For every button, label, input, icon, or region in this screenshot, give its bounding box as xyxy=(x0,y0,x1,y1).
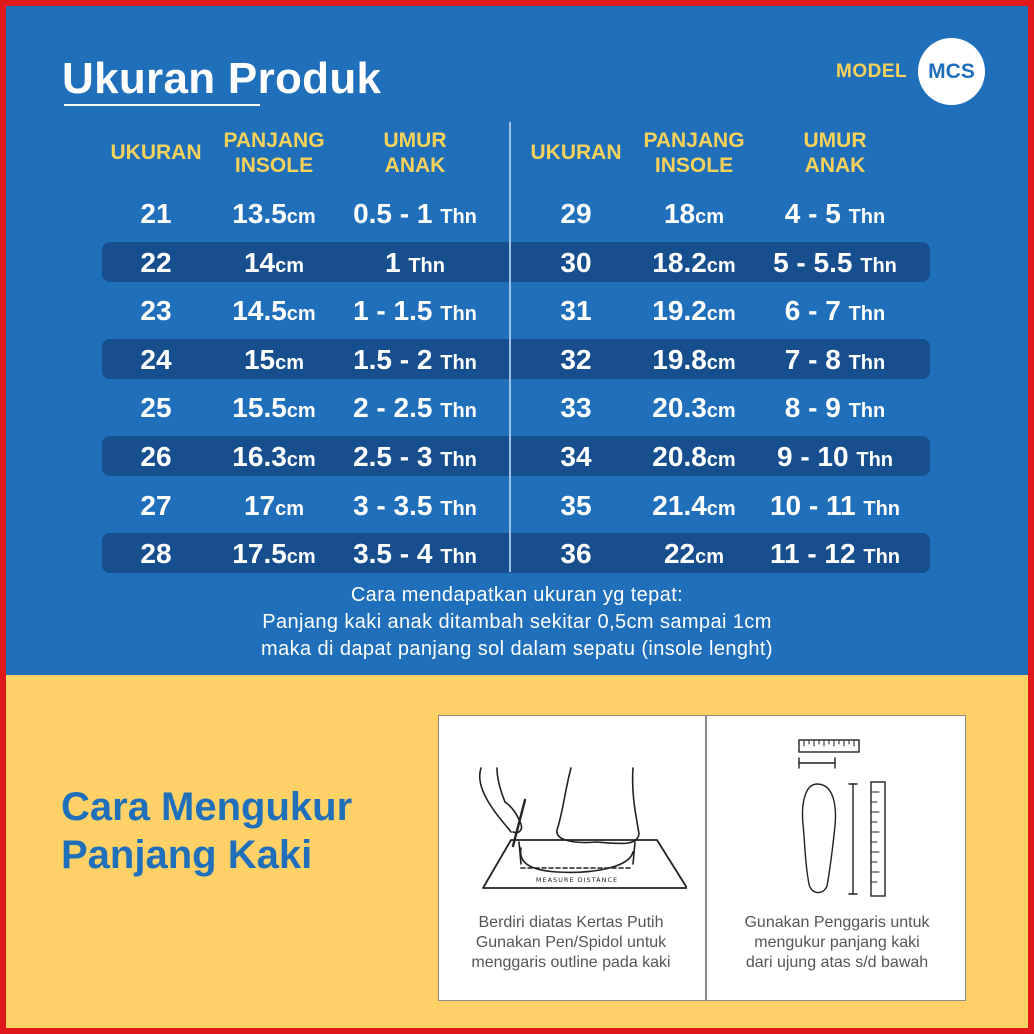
how-to-title-line1: Cara Mengukur xyxy=(61,785,353,829)
child-age-value: 11 - 12 xyxy=(769,538,856,570)
child-age-cell xyxy=(750,486,920,529)
child-age-cell xyxy=(750,194,920,237)
unit-cm: cm xyxy=(286,206,316,228)
child-age-cell xyxy=(330,486,500,529)
unit-cm: cm xyxy=(706,254,736,277)
child-age-value: 10 - 11 xyxy=(769,489,856,521)
size-value: 32 xyxy=(560,343,592,375)
size-value: 36 xyxy=(560,538,592,570)
child-age-value: 5 - 5.5 xyxy=(773,246,853,278)
header-age-line2: ANAK xyxy=(384,154,446,177)
child-age-value: 9 - 10 xyxy=(776,441,849,472)
size-value: 24 xyxy=(140,343,172,375)
title-underline xyxy=(64,104,260,106)
child-age-cell xyxy=(750,534,920,577)
insole-length-value: 15 xyxy=(243,343,276,375)
size-chart-card xyxy=(6,6,1028,1028)
child-age-value: 7 - 8 xyxy=(784,343,841,375)
unit-year: Thn xyxy=(440,546,477,569)
child-age-value: 4 - 5 xyxy=(784,198,841,229)
insole-length-value: 18.2 xyxy=(652,246,707,278)
size-value: 29 xyxy=(560,198,592,229)
how-to-title xyxy=(61,783,352,879)
unit-year: Thn xyxy=(440,206,477,228)
note-line-3: maka di dapat panjang sol dalam sepatu (insole lenght) xyxy=(261,638,773,660)
instruction-panel xyxy=(438,715,966,1001)
unit-cm: cm xyxy=(286,400,316,423)
insole-length-value: 13.5 xyxy=(232,198,287,229)
child-age-value: 1 - 1.5 xyxy=(353,295,433,327)
size-value: 21 xyxy=(140,198,172,229)
child-age-cell xyxy=(750,340,920,383)
header-insole-line1: PANJANG xyxy=(643,129,745,152)
insole-length-value: 19.2 xyxy=(652,295,707,327)
child-age-cell xyxy=(330,340,500,383)
unit-cm: cm xyxy=(695,546,725,569)
header-age-line2: ANAK xyxy=(804,154,866,177)
child-age-value: 2.5 - 3 xyxy=(353,441,433,472)
ruler-insole-illustration xyxy=(779,734,899,904)
unit-cm: cm xyxy=(706,449,736,471)
model-badge: MCS xyxy=(918,38,985,105)
child-age-value: 1 xyxy=(384,246,401,278)
insole-length-value: 21.4 xyxy=(652,489,707,521)
child-age-cell xyxy=(330,243,500,286)
size-value: 33 xyxy=(560,392,592,424)
step1-line2: Gunakan Pen/Spidol untuk xyxy=(475,934,667,951)
unit-year: Thn xyxy=(440,351,477,374)
child-age-value: 3.5 - 4 xyxy=(353,538,433,570)
header-insole-line2: INSOLE xyxy=(234,154,314,177)
step1-caption xyxy=(451,913,691,973)
how-to-measure-section xyxy=(6,675,1028,1028)
unit-cm: cm xyxy=(286,546,316,569)
insole-length-value: 14 xyxy=(243,246,276,278)
header-age-line1: UMUR xyxy=(803,129,867,152)
header-age-line1: UMUR xyxy=(383,129,447,152)
size-value: 28 xyxy=(140,538,172,570)
insole-length-value: 19.8 xyxy=(652,343,707,375)
unit-year: Thn xyxy=(848,206,886,228)
step1-line1: Berdiri diatas Kertas Putih xyxy=(478,914,664,931)
step2-line3: dari ujung atas s/d bawah xyxy=(745,954,929,971)
step1-line3: menggaris outline pada kaki xyxy=(471,954,671,971)
unit-year: Thn xyxy=(440,303,477,326)
unit-year: Thn xyxy=(408,254,445,277)
insole-length-value: 16.3 xyxy=(232,441,287,472)
step2-caption xyxy=(717,913,957,973)
header-insole-line1: PANJANG xyxy=(223,129,325,152)
child-age-value: 8 - 9 xyxy=(784,392,841,424)
header-size-label: UKURAN xyxy=(530,141,622,164)
unit-cm: cm xyxy=(706,497,736,520)
step2-line1: Gunakan Penggaris untuk xyxy=(744,914,930,931)
size-value: 22 xyxy=(140,246,172,278)
insole-length-value: 17.5 xyxy=(232,538,287,570)
measure-distance-label: MEASURE DISTANCE xyxy=(535,876,619,884)
unit-cm: cm xyxy=(275,351,305,374)
unit-cm: cm xyxy=(286,449,316,471)
step2-line2: mengukur panjang kaki xyxy=(754,934,920,951)
note-line-1: Cara mendapatkan ukuran yg tepat: xyxy=(350,584,684,606)
page-title: Ukuran Produk xyxy=(62,54,382,103)
unit-cm: cm xyxy=(706,351,736,374)
insole-length-value: 14.5 xyxy=(232,295,287,327)
unit-year: Thn xyxy=(440,400,477,423)
insole-length-value: 17 xyxy=(243,489,276,521)
header-size-label: UKURAN xyxy=(110,141,202,164)
size-value: 25 xyxy=(140,392,172,424)
model-label: MODEL xyxy=(836,61,908,82)
insole-length-value: 20.8 xyxy=(652,441,707,472)
how-to-title-line2: Panjang Kaki xyxy=(61,833,313,877)
child-age-cell xyxy=(330,534,500,577)
child-age-cell xyxy=(330,194,500,237)
insole-length-value: 20.3 xyxy=(652,392,707,424)
size-value: 30 xyxy=(560,246,592,278)
unit-year: Thn xyxy=(860,254,897,277)
size-value: 23 xyxy=(140,295,172,327)
insole-length-value: 22 xyxy=(663,538,696,570)
unit-year: Thn xyxy=(848,303,886,326)
child-age-cell xyxy=(750,243,920,286)
panel-divider xyxy=(705,716,707,1000)
header-insole-line2: INSOLE xyxy=(654,154,734,177)
unit-cm: cm xyxy=(695,206,725,228)
size-value: 35 xyxy=(560,489,592,521)
unit-year: Thn xyxy=(856,449,894,471)
size-value: 26 xyxy=(140,441,172,472)
child-age-value: 0.5 - 1 xyxy=(353,198,433,229)
unit-year: Thn xyxy=(863,546,901,569)
child-age-value: 6 - 7 xyxy=(784,295,841,327)
header-age-right xyxy=(750,128,920,178)
child-age-cell xyxy=(330,291,500,334)
header-age-left xyxy=(330,128,500,178)
child-age-cell xyxy=(750,291,920,334)
unit-cm: cm xyxy=(275,497,305,520)
child-age-cell xyxy=(330,437,500,480)
unit-year: Thn xyxy=(848,400,886,423)
child-age-value: 1.5 - 2 xyxy=(353,343,433,375)
size-table-section xyxy=(6,6,1028,675)
foot-outline-illustration xyxy=(461,760,687,890)
unit-year: Thn xyxy=(863,497,901,520)
unit-cm: cm xyxy=(286,303,316,326)
child-age-cell xyxy=(750,437,920,480)
size-value: 34 xyxy=(560,441,592,472)
unit-year: Thn xyxy=(848,351,886,374)
child-age-cell xyxy=(750,388,920,431)
child-age-value: 3 - 3.5 xyxy=(353,489,433,521)
child-age-value: 2 - 2.5 xyxy=(353,392,433,424)
unit-cm: cm xyxy=(706,303,736,326)
child-age-cell xyxy=(330,388,500,431)
size-value: 31 xyxy=(560,295,592,327)
unit-year: Thn xyxy=(440,497,477,520)
unit-cm: cm xyxy=(275,254,305,277)
unit-cm: cm xyxy=(706,400,736,423)
size-value: 27 xyxy=(140,489,172,521)
unit-year: Thn xyxy=(440,449,477,471)
insole-length-value: 18 xyxy=(663,198,696,229)
note-line-2: Panjang kaki anak ditambah sekitar 0,5cm sampai 1cm xyxy=(262,611,772,633)
insole-length-value: 15.5 xyxy=(232,392,287,424)
